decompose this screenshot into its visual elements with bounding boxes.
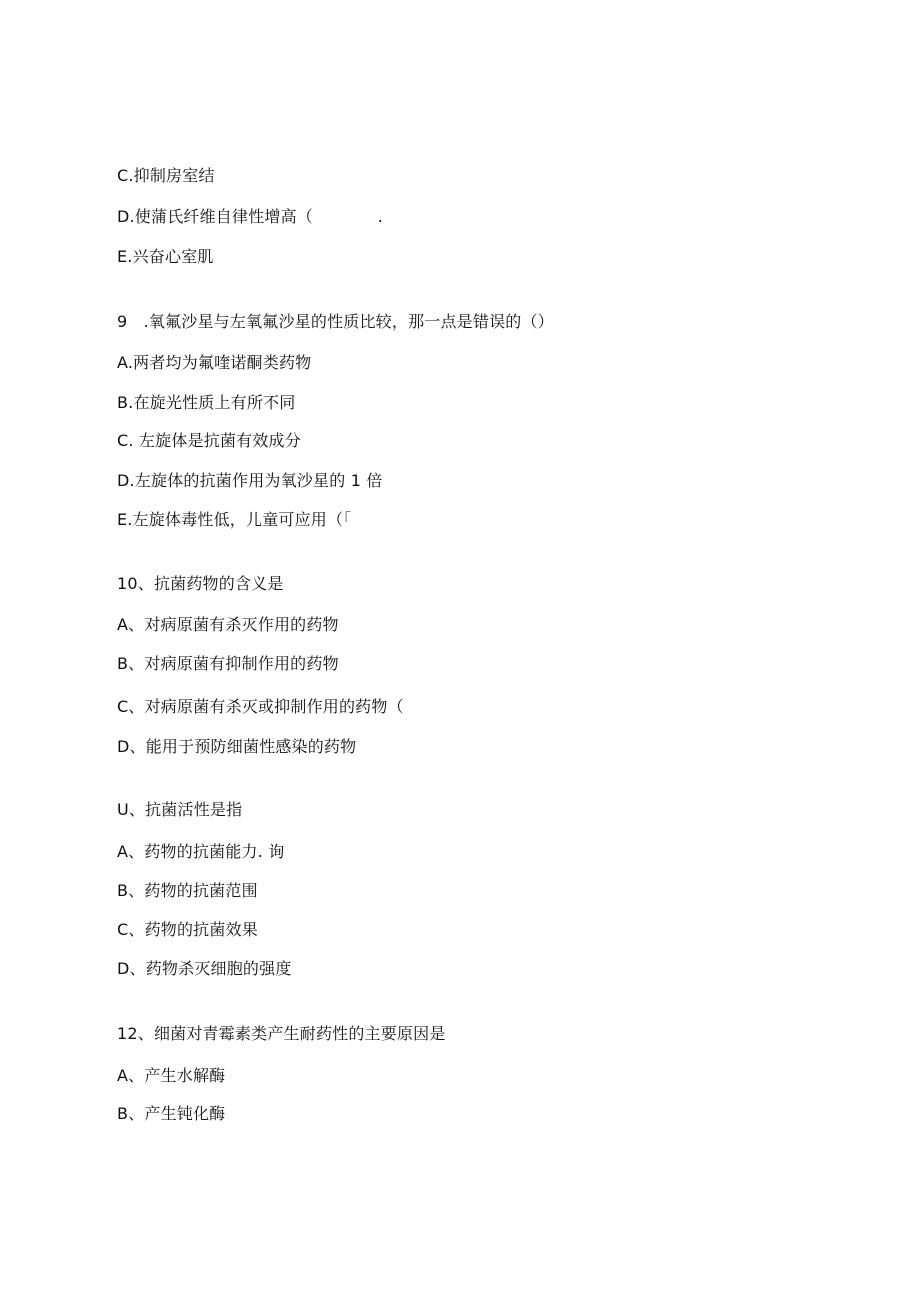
q12-stem: 12、细菌对青霉素类产生耐药性的主要原因是: [117, 1024, 446, 1043]
q9-option-e: E.左旋体毒性低，儿童可应用（「: [117, 510, 352, 529]
q11-option-a: A、药物的抗菌能力. 询: [117, 842, 285, 861]
q10-option-d: D、能用于预防细菌性感染的药物: [117, 737, 357, 756]
q12-option-b: B、产生钝化酶: [117, 1104, 226, 1123]
q10-option-a: A、对病原菌有杀灭作用的药物: [117, 615, 339, 634]
q11-stem: U、抗菌活性是指: [117, 800, 243, 819]
q11-option-d: D、药物杀灭细胞的强度: [117, 959, 292, 978]
q9-option-a: A.两者均为氟喹诺酮类药物: [117, 353, 312, 372]
q8-option-d: D.使蒲氏纤维自律性增高（ .: [117, 207, 384, 226]
q8-option-e: E.兴奋心室肌: [117, 247, 214, 266]
q9-option-c: C. 左旋体是抗菌有效成分: [117, 431, 301, 450]
q10-option-c: C、对病原菌有杀灭或抑制作用的药物（: [117, 697, 404, 716]
q11-option-b: B、药物的抗菌范围: [117, 881, 258, 900]
q12-option-a: A、产生水解酶: [117, 1066, 226, 1085]
q9-stem: 9 .氧氟沙星与左氧氟沙星的性质比较，那一点是错误的（）: [117, 312, 554, 331]
q10-stem: 10、抗菌药物的含义是: [117, 574, 284, 593]
q10-option-b: B、对病原菌有抑制作用的药物: [117, 654, 339, 673]
q11-option-c: C、药物的抗菌效果: [117, 920, 258, 939]
q8-option-c: C.抑制房室结: [117, 166, 215, 185]
q9-option-b: B.在旋光性质上有所不同: [117, 393, 296, 412]
q9-option-d: D.左旋体的抗菌作用为氧沙星的 1 倍: [117, 471, 383, 490]
